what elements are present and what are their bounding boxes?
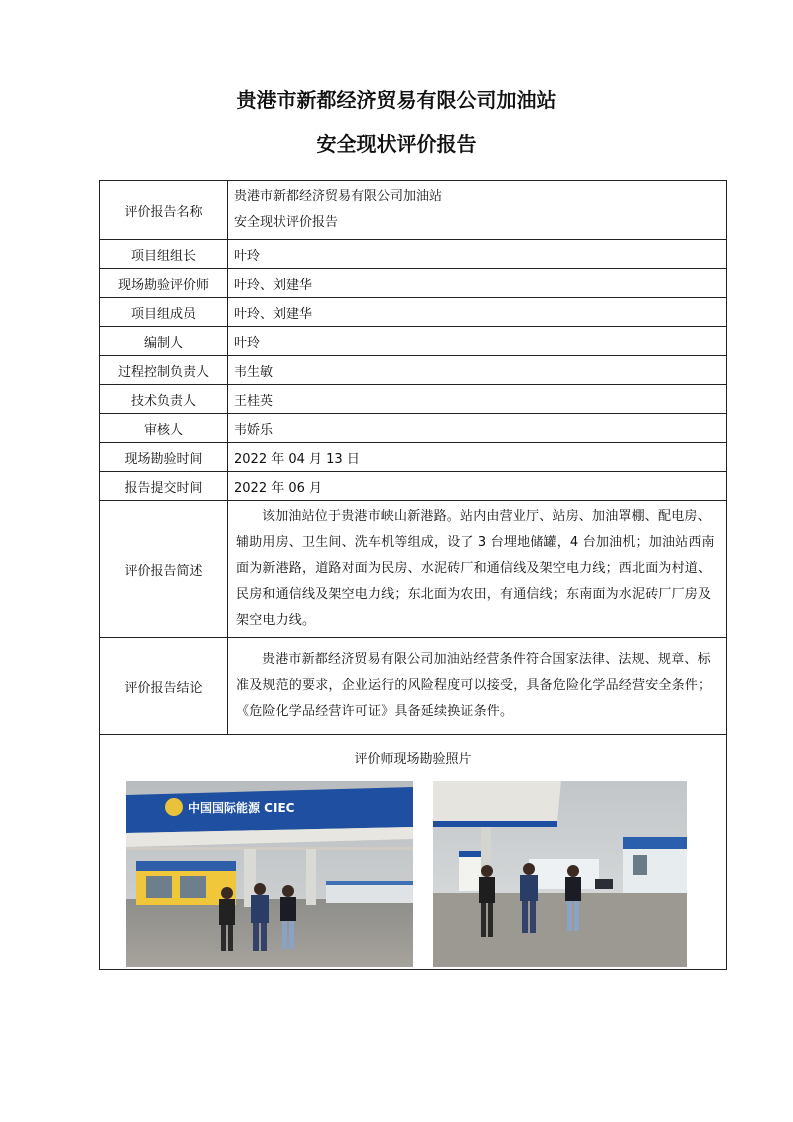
site-photo-1 <box>126 781 413 967</box>
submission-time-value: 2022 年 06 月 <box>228 472 727 501</box>
table-row <box>100 501 727 638</box>
canopy-sign-text: 中国国际能源 CIEC <box>188 800 295 815</box>
submission-time-label: 报告提交时间 <box>100 472 228 501</box>
table-row <box>100 240 727 269</box>
table-row <box>100 385 727 414</box>
team-members-label: 项目组成员 <box>100 298 228 327</box>
photo-area <box>106 767 720 967</box>
report-info-table <box>99 180 727 970</box>
reviewer-label: 审核人 <box>100 414 228 443</box>
process-control-label: 过程控制负责人 <box>100 356 228 385</box>
table-row <box>100 298 727 327</box>
summary-value <box>228 501 727 638</box>
table-row <box>100 181 727 240</box>
table-row <box>100 735 727 970</box>
compiler-value: 叶玲 <box>228 327 727 356</box>
compiler-label: 编制人 <box>100 327 228 356</box>
site-assessor-label: 现场勘验评价师 <box>100 269 228 298</box>
table-row <box>100 269 727 298</box>
photo-caption: 评价师现场勘验照片 <box>354 751 472 767</box>
document-title-line1: 贵港市新都经济贸易有限公司加油站 <box>236 88 557 112</box>
report-name-line2: 安全现状评价报告 <box>234 215 339 230</box>
report-name-value <box>228 181 727 240</box>
site-inspection-time-label: 现场勘验时间 <box>100 443 228 472</box>
technical-lead-value: 王桂英 <box>228 385 727 414</box>
reviewer-value: 韦娇乐 <box>228 414 727 443</box>
technical-lead-label: 技术负责人 <box>100 385 228 414</box>
table-row <box>100 327 727 356</box>
conclusion-label: 评价报告结论 <box>100 638 228 735</box>
document-title-line2: 安全现状评价报告 <box>316 132 477 156</box>
summary-label: 评价报告简述 <box>100 501 228 638</box>
photo-cell <box>100 735 727 970</box>
table-row <box>100 472 727 501</box>
conclusion-value <box>228 638 727 735</box>
process-control-value: 韦生敏 <box>228 356 727 385</box>
team-members-value: 叶玲、刘建华 <box>228 298 727 327</box>
table-row <box>100 356 727 385</box>
site-assessor-value: 叶玲、刘建华 <box>228 269 727 298</box>
team-leader-label: 项目组组长 <box>100 240 228 269</box>
table-row <box>100 443 727 472</box>
table-row <box>100 638 727 735</box>
conclusion-text: 贵港市新都经济贸易有限公司加油站经营条件符合国家法律、法规、规章、标准及规范的要求，企业运行的风险程度可以接受，具备危险化学品经营安全条件；《危险化学品经营许可证》具备延续换证条件。 <box>236 652 712 719</box>
report-name-line1: 贵港市新都经济贸易有限公司加油站 <box>234 189 443 204</box>
team-leader-value: 叶玲 <box>228 240 727 269</box>
site-photo-2 <box>433 781 687 967</box>
summary-text: 该加油站位于贵港市峡山新港路。站内由营业厅、站房、加油罩棚、配电房、辅助用房、卫生间、洗车机等组成，设了 3 台埋地储罐，4 台加油机；加油站西南面为新港路，道路对面为民房、水泥砖厂和通信线及架空电力线；西北面为村道、民房和通信线及架空电力线；东北面为农田，有通信线；东南面为水泥砖厂厂房及架空电力线。 <box>236 509 715 628</box>
site-inspection-time-value: 2022 年 04 月 13 日 <box>228 443 727 472</box>
table-row <box>100 414 727 443</box>
report-name-label: 评价报告名称 <box>100 181 228 240</box>
